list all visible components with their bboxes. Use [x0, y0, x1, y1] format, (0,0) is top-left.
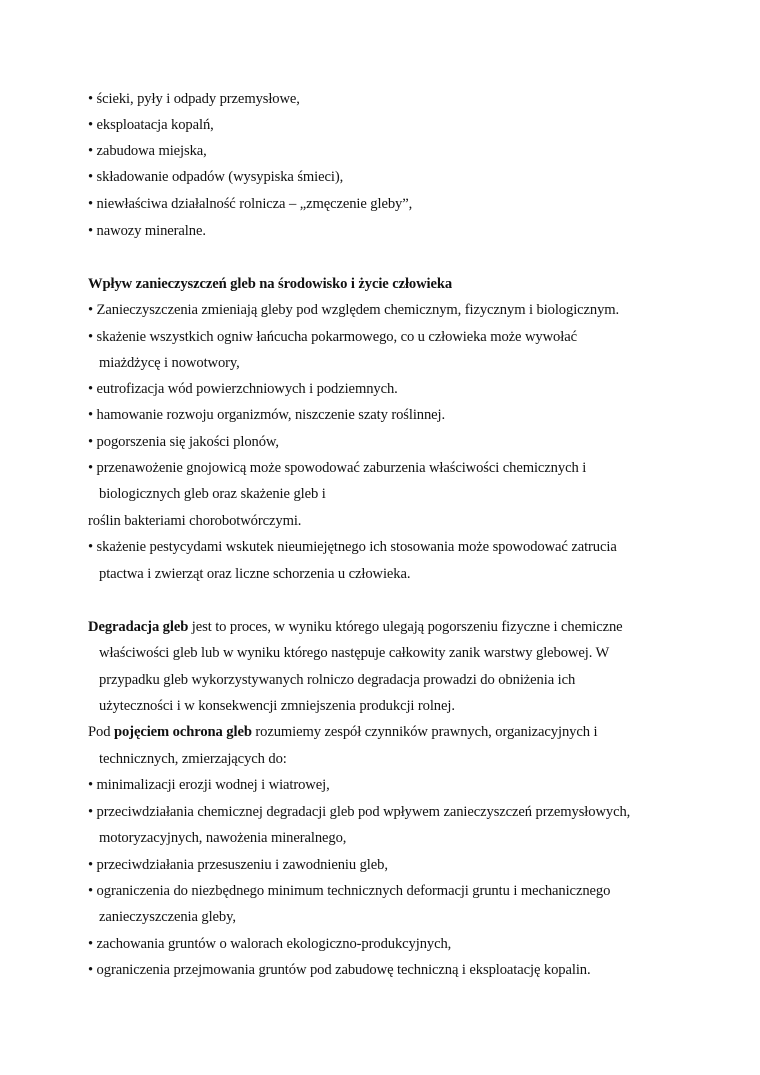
- protection-prefix: Pod: [88, 724, 114, 740]
- list-item-continuation: ptactwa i zwierząt oraz liczne schorzenia u człowieka.: [99, 566, 411, 582]
- list-item: • przenawożenie gnojowicą może spowodować zaburzenia właściwości chemicznych i: [88, 460, 587, 476]
- list-item: • eutrofizacja wód powierzchniowych i podziemnych.: [88, 381, 398, 397]
- list-item-continuation: motoryzacyjnych, nawożenia mineralnego,: [99, 830, 347, 846]
- list-item: • ścieki, pyły i odpady przemysłowe,: [88, 91, 300, 107]
- list-item: • Zanieczyszczenia zmieniają gleby pod względem chemicznym, fizycznym i biologicznym.: [88, 302, 620, 318]
- paragraph-line: technicznych, zmierzających do:: [99, 751, 287, 767]
- list-item: • ograniczenia do niezbędnego minimum technicznych deformacji gruntu i mechanicznego: [88, 883, 611, 899]
- list-item-continuation: zanieczyszczenia gleby,: [99, 909, 236, 925]
- list-item: • zabudowa miejska,: [88, 143, 207, 159]
- protection-text: rozumiemy zespół czynników prawnych, organizacyjnych i: [251, 724, 598, 740]
- degradation-paragraph: [88, 617, 623, 637]
- degradation-text: jest to proces, w wyniku którego ulegają pogorszeniu fizyczne i chemiczne: [188, 619, 623, 635]
- list-item: • minimalizacji erozji wodnej i wiatrowej,: [88, 777, 330, 793]
- degradation-term: Degradacja gleb: [88, 619, 189, 635]
- list-item-continuation: miażdżycę i nowotwory,: [99, 355, 240, 371]
- list-item-continuation: biologicznych gleb oraz skażenie gleb i: [99, 486, 326, 502]
- list-item: • zachowania gruntów o walorach ekologiczno-produkcyjnych,: [88, 936, 452, 952]
- list-item: • eksploatacja kopalń,: [88, 117, 214, 133]
- list-item: • przeciwdziałania chemicznej degradacji gleb pod wpływem zanieczyszczeń przemysłowych,: [88, 804, 631, 820]
- protection-term: pojęciem ochrona gleb: [113, 724, 252, 740]
- list-item: • skażenie pestycydami wskutek nieumiejętnego ich stosowania może spowodować zatrucia: [88, 539, 617, 555]
- list-item: • hamowanie rozwoju organizmów, niszczenie szaty roślinnej.: [88, 407, 446, 423]
- list-item: • ograniczenia przejmowania gruntów pod zabudowę techniczną i eksploatację kopalin.: [88, 962, 591, 978]
- list-item: • skażenie wszystkich ogniw łańcucha pokarmowego, co u człowieka może wywołać: [88, 329, 577, 345]
- protection-paragraph: [88, 722, 597, 742]
- list-item: • pogorszenia się jakości plonów,: [88, 434, 279, 450]
- paragraph-line: użyteczności i w konsekwencji zmniejszenia produkcji rolnej.: [99, 698, 455, 714]
- list-item-continuation: roślin bakteriami chorobotwórczymi.: [88, 513, 302, 529]
- paragraph-line: przypadku gleb wykorzystywanych rolniczo degradacja prowadzi do obniżenia ich: [99, 672, 576, 688]
- list-item: • przeciwdziałania przesuszeniu i zawodnieniu gleb,: [88, 857, 388, 873]
- list-item: • składowanie odpadów (wysypiska śmieci),: [88, 169, 344, 185]
- section-heading: Wpływ zanieczyszczeń gleb na środowisko i życie człowieka: [88, 276, 453, 292]
- paragraph-line: właściwości gleb lub w wyniku którego następuje całkowity zanik warstwy glebowej. W: [99, 645, 610, 661]
- list-item: • nawozy mineralne.: [88, 223, 206, 239]
- list-item: • niewłaściwa działalność rolnicza – „zmęczenie gleby”,: [88, 196, 413, 212]
